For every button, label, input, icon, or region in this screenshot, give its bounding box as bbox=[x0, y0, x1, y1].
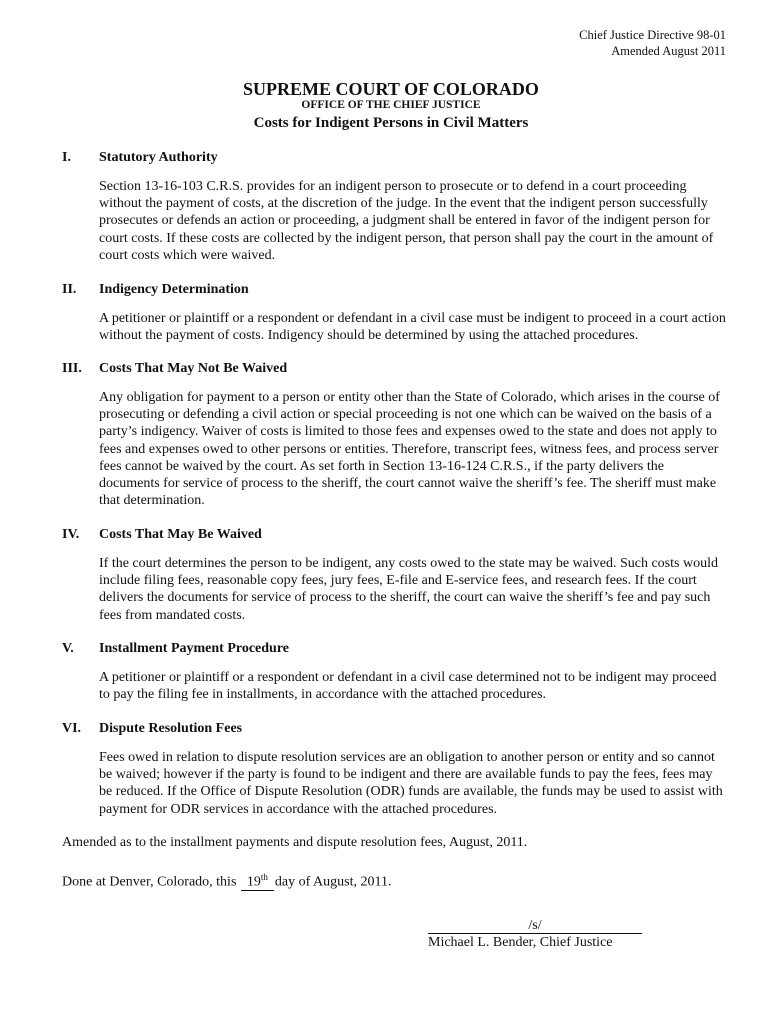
directive-amended-date: Amended August 2011 bbox=[611, 44, 726, 58]
done-at-line bbox=[62, 870, 391, 891]
section-body: A petitioner or plaintiff or a respondent or defendant in a civil case must be indigent to proceed in a court action without the payment of costs. Indigency should be determined by using the attached procedures. bbox=[99, 311, 726, 344]
section-statutory-authority bbox=[62, 149, 732, 264]
section-title: Costs That May Be Waived bbox=[99, 527, 262, 542]
section-body: Fees owed in relation to dispute resolution services are an obligation to another person or entity and so cannot be waived; however if the party is found to be indigent and there are available funds to pay the fees, fees may be reduced. If the Office of Dispute Resolution (ODR) funds are available, the funds may be used to assist with payment for ODR services in accordance with the attached procedures. bbox=[99, 750, 723, 817]
section-heading bbox=[62, 281, 732, 298]
section-body: If the court determines the person to be indigent, any costs owed to the state may be waived. Such costs would include filing fees, reasonable copy fees, jury fees, E-file and E-service fees, and research fees. If the court delivers the documents for service of process to the sheriff, the court can waive the sheriff’s fee and pay such fees from mandated costs. bbox=[99, 556, 718, 623]
section-body: A petitioner or plaintiff or a respondent or defendant in a civil case determined not to be indigent may proceed to pay the filing fee in installments, in accordance with the attached procedures. bbox=[99, 670, 717, 703]
section-dispute-resolution bbox=[62, 720, 732, 818]
court-name: SUPREME COURT OF COLORADO bbox=[243, 79, 539, 99]
section-heading bbox=[62, 640, 732, 657]
document-header bbox=[0, 78, 770, 132]
signer-name: Michael L. Bender, Chief Justice bbox=[428, 935, 613, 950]
signature-line bbox=[428, 918, 642, 934]
signature-block bbox=[428, 918, 642, 951]
directive-number: Chief Justice Directive 98-01 bbox=[579, 28, 726, 42]
directive-reference bbox=[579, 27, 726, 59]
section-body: Any obligation for payment to a person or entity other than the State of Colorado, which arises in the course of prosecuting or defending a civil action or special proceeding is not one which can be waived on the basis of a party’s indigency. Waiver of costs is limited to those fees and expenses owed to the state and does not apply to fees and expenses owed to other persons or entities. Therefore, transcript fees, witness fees, and process server fees cannot be waived by the court. As set forth in Section 13-16-124 C.R.S., if the party delivers the documents for service of process to the sheriff, the court cannot waive the sheriff’s fee. The sheriff must make that determination. bbox=[99, 390, 720, 509]
section-costs-waived bbox=[62, 526, 732, 624]
section-number: IV. bbox=[62, 527, 80, 542]
section-number: V. bbox=[62, 641, 74, 656]
section-number: II. bbox=[62, 282, 77, 297]
section-heading bbox=[62, 720, 732, 737]
day-number: 19 bbox=[246, 874, 261, 890]
day-suffix: th bbox=[260, 872, 268, 882]
section-body: Section 13-16-103 C.R.S. provides for an indigent person to prosecute or to defend in a court proceeding without the payment of costs, at the discretion of the judge. In the event that the indigent person successfully prosecutes or defends an action or proceeding, a judgment shall be entered in favor of the indigent person for court costs. If these costs are collected by the indigent person, that person shall pay the court in the amount of court costs which were waived. bbox=[99, 179, 714, 263]
done-prefix: Done at Denver, Colorado, this bbox=[62, 874, 237, 890]
section-number: VI. bbox=[62, 721, 82, 736]
section-title: Installment Payment Procedure bbox=[99, 641, 290, 656]
amendment-note: Amended as to the installment payments and dispute resolution fees, August, 2011. bbox=[62, 835, 528, 850]
done-suffix: day of August, 2011. bbox=[274, 874, 392, 890]
section-installment-payment bbox=[62, 640, 732, 703]
office-name: OFFICE OF THE CHIEF JUSTICE bbox=[301, 99, 481, 111]
section-costs-not-waived bbox=[62, 360, 732, 509]
section-heading bbox=[62, 149, 732, 166]
section-title: Costs That May Not Be Waived bbox=[99, 361, 288, 376]
document-title: Costs for Indigent Persons in Civil Matters bbox=[253, 115, 529, 131]
section-heading bbox=[62, 360, 732, 377]
section-number: I. bbox=[62, 150, 71, 165]
section-indigency-determination bbox=[62, 281, 732, 344]
signature-mark: /s/ bbox=[528, 918, 542, 933]
signing-day bbox=[241, 870, 274, 891]
section-heading bbox=[62, 526, 732, 543]
section-title: Indigency Determination bbox=[99, 282, 249, 297]
section-title: Dispute Resolution Fees bbox=[99, 721, 243, 736]
section-title: Statutory Authority bbox=[99, 150, 218, 165]
section-number: III. bbox=[62, 361, 82, 376]
